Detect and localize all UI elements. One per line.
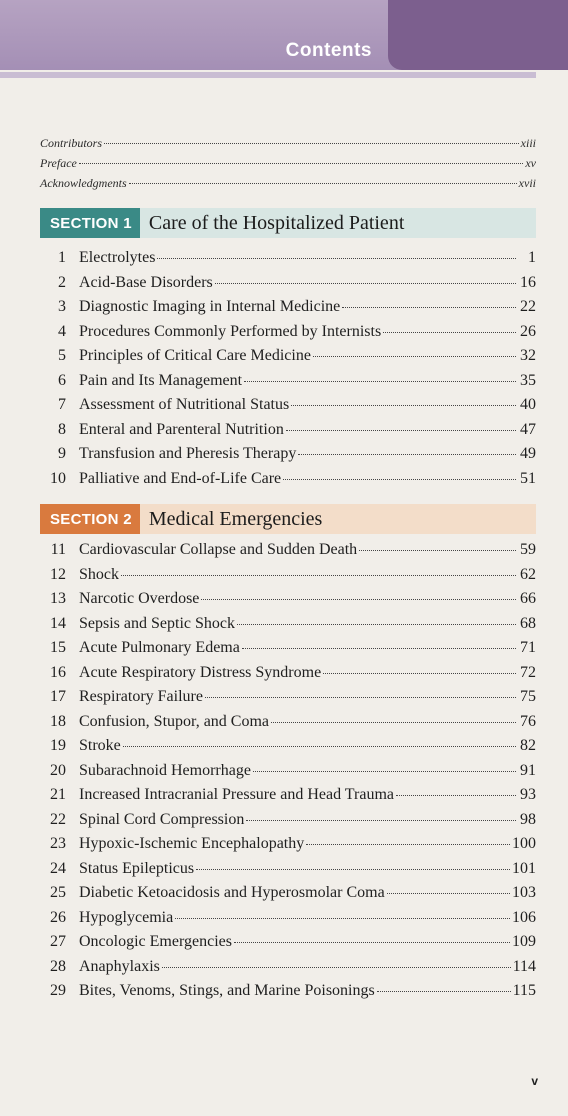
- dot-leader: [175, 918, 510, 919]
- dot-leader: [196, 869, 510, 870]
- dot-leader: [162, 967, 511, 968]
- chapter-title: Enteral and Parenteral Nutrition: [79, 420, 284, 438]
- chapter-page: 82: [520, 737, 536, 754]
- toc-entry[interactable]: [44, 884, 536, 909]
- dot-leader: [205, 697, 516, 698]
- chapter-title: Respiratory Failure: [79, 688, 203, 705]
- chapter-title: Diagnostic Imaging in Internal Medicine: [79, 298, 341, 315]
- toc-entry[interactable]: [44, 615, 536, 640]
- toc-entry[interactable]: [44, 713, 536, 738]
- chapter-number: 17: [50, 688, 66, 705]
- chapter-title: Oncologic Emergencies: [79, 933, 232, 950]
- section-title: Medical Emergencies: [148, 507, 323, 530]
- toc-entry[interactable]: [44, 445, 536, 470]
- dot-leader: [283, 479, 516, 480]
- section-1-header[interactable]: [40, 208, 536, 238]
- chapter-number: 13: [50, 590, 66, 607]
- chapter-number: 27: [50, 933, 66, 950]
- chapter-title: Cardiovascular Collapse and Sudden Death: [79, 541, 358, 558]
- dot-leader: [396, 795, 516, 796]
- chapter-page: 100: [512, 835, 536, 852]
- header-rule: [0, 72, 536, 78]
- toc-entry[interactable]: [44, 958, 536, 983]
- chapter-page: 115: [512, 982, 536, 999]
- toc-entry[interactable]: [44, 347, 536, 372]
- chapter-page: 66: [520, 590, 536, 607]
- chapter-page: 103: [512, 884, 536, 901]
- chapter-page: 101: [512, 859, 536, 877]
- chapter-title: Electrolytes: [79, 249, 156, 266]
- section-label: SECTION 1: [40, 208, 140, 238]
- chapter-number: 16: [50, 663, 66, 681]
- chapter-page: 32: [520, 347, 536, 364]
- dot-leader: [157, 258, 516, 259]
- toc-entry[interactable]: [44, 396, 536, 421]
- chapter-title: Assessment of Nutritional Status: [79, 396, 290, 413]
- chapter-title: Narcotic Overdose: [79, 590, 200, 607]
- chapter-number: 20: [50, 761, 66, 779]
- chapter-number: 3: [58, 298, 66, 315]
- toc-entry[interactable]: [44, 541, 536, 566]
- chapter-number: 11: [50, 541, 66, 558]
- dot-leader: [323, 673, 516, 674]
- dot-leader: [286, 430, 516, 431]
- dot-leader: [79, 163, 523, 164]
- chapter-number: 21: [50, 786, 66, 803]
- toc-entry[interactable]: [44, 323, 536, 348]
- chapter-title: Pain and Its Management: [79, 371, 243, 389]
- chapter-title: Status Epilepticus: [79, 859, 195, 877]
- toc-entry[interactable]: [44, 786, 536, 811]
- dot-leader: [234, 942, 510, 943]
- chapter-page: 91: [520, 761, 536, 779]
- chapter-title: Anaphylaxis: [79, 957, 160, 975]
- chapter-page: 75: [520, 688, 536, 705]
- section-1-chapter-list: [44, 249, 536, 494]
- dot-leader: [359, 550, 516, 551]
- front-matter-page: xv: [525, 156, 536, 170]
- chapter-number: 14: [50, 614, 66, 632]
- toc-entry[interactable]: [44, 566, 536, 591]
- front-matter-item[interactable]: [40, 136, 536, 156]
- chapter-title: Acute Respiratory Distress Syndrome: [79, 663, 322, 681]
- chapter-title: Subarachnoid Hemorrhage: [79, 761, 251, 779]
- toc-entry[interactable]: [44, 664, 536, 689]
- chapter-number: 24: [50, 859, 66, 877]
- toc-entry[interactable]: [44, 835, 536, 860]
- dot-leader: [298, 454, 516, 455]
- chapter-title: Shock: [79, 565, 119, 583]
- dot-leader: [342, 307, 516, 308]
- toc-entry[interactable]: [44, 688, 536, 713]
- dot-leader: [244, 381, 516, 382]
- chapter-page: 68: [520, 614, 536, 632]
- chapter-page: 76: [520, 712, 536, 730]
- toc-entry[interactable]: [44, 470, 536, 495]
- page-title: Contents: [285, 40, 372, 61]
- chapter-number: 26: [50, 908, 66, 926]
- chapter-title: Procedures Commonly Performed by Internists: [79, 322, 382, 340]
- chapter-title: Transfusion and Pheresis Therapy: [79, 445, 297, 462]
- dot-leader: [215, 283, 516, 284]
- chapter-page: 16: [520, 273, 536, 291]
- dot-leader: [121, 575, 516, 576]
- chapter-number: 9: [58, 445, 66, 462]
- toc-entry[interactable]: [44, 909, 536, 934]
- chapter-title: Hypoxic-Ischemic Encephalopathy: [79, 835, 305, 852]
- toc-entry[interactable]: [44, 933, 536, 958]
- chapter-page: 40: [520, 396, 536, 413]
- dot-leader: [387, 893, 510, 894]
- toc-entry[interactable]: [44, 298, 536, 323]
- chapter-title: Bites, Venoms, Stings, and Marine Poisonings: [79, 982, 375, 999]
- chapter-title: Palliative and End-of-Life Care: [79, 469, 282, 487]
- dot-leader: [237, 624, 516, 625]
- chapter-number: 23: [50, 835, 66, 852]
- chapter-number: 29: [50, 982, 66, 999]
- chapter-title: Principles of Critical Care Medicine: [79, 347, 311, 364]
- dot-leader: [377, 991, 511, 992]
- chapter-page: 114: [512, 957, 536, 975]
- front-matter-label: Preface: [40, 156, 77, 170]
- toc-entry[interactable]: [44, 811, 536, 836]
- section-2-header[interactable]: [40, 504, 536, 534]
- chapter-number: 22: [50, 810, 66, 828]
- chapter-page: 47: [520, 420, 536, 438]
- section-2-chapter-list: [44, 541, 536, 1007]
- chapter-title: Sepsis and Septic Shock: [79, 614, 235, 632]
- toc-entry[interactable]: [44, 249, 536, 274]
- chapter-title: Confusion, Stupor, and Coma: [79, 712, 270, 730]
- dot-leader: [129, 183, 517, 184]
- dot-leader: [123, 746, 516, 747]
- toc-entry[interactable]: [44, 737, 536, 762]
- chapter-title: Spinal Cord Compression: [79, 810, 245, 828]
- chapter-title: Stroke: [79, 737, 121, 754]
- chapter-page: 98: [520, 810, 536, 828]
- front-matter-label: Contributors: [40, 136, 103, 150]
- chapter-page: 93: [520, 786, 536, 803]
- dot-leader: [246, 820, 516, 821]
- chapter-number: 5: [58, 347, 66, 364]
- chapter-title: Increased Intracranial Pressure and Head Trauma: [79, 786, 394, 803]
- chapter-number: 2: [58, 273, 66, 291]
- chapter-page: 59: [520, 541, 536, 558]
- dot-leader: [306, 844, 510, 845]
- dot-leader: [291, 405, 516, 406]
- chapter-title: Diabetic Ketoacidosis and Hyperosmolar Coma: [79, 884, 385, 901]
- header-accent-tab: [388, 0, 568, 70]
- chapter-number: 18: [50, 712, 66, 730]
- chapter-number: 15: [50, 639, 66, 656]
- chapter-number: 7: [58, 396, 66, 413]
- chapter-number: 1: [58, 249, 66, 266]
- page-number: v: [531, 1074, 538, 1088]
- chapter-number: 28: [50, 957, 66, 975]
- chapter-title: Acute Pulmonary Edema: [79, 639, 240, 656]
- dot-leader: [104, 143, 519, 144]
- chapter-page: 51: [520, 469, 536, 487]
- chapter-title: Acid-Base Disorders: [79, 273, 213, 291]
- front-matter-item[interactable]: [40, 176, 536, 196]
- chapter-number: 10: [50, 469, 66, 487]
- chapter-number: 4: [58, 322, 66, 340]
- chapter-number: 8: [58, 420, 66, 438]
- chapter-page: 62: [520, 565, 536, 583]
- section-title: Care of the Hospitalized Patient: [148, 211, 405, 234]
- chapter-page: 35: [520, 371, 536, 389]
- chapter-page: 72: [520, 663, 536, 681]
- chapter-number: 19: [50, 737, 66, 754]
- toc-entry[interactable]: [44, 860, 536, 885]
- toc-entry[interactable]: [44, 274, 536, 299]
- dot-leader: [383, 332, 516, 333]
- chapter-title: Hypoglycemia: [79, 908, 174, 926]
- chapter-page: 71: [520, 639, 536, 656]
- toc-entry[interactable]: [44, 639, 536, 664]
- front-matter-item[interactable]: [40, 156, 536, 176]
- chapter-page: 26: [520, 322, 536, 340]
- front-matter-list: [40, 136, 536, 196]
- chapter-page: 109: [512, 933, 536, 950]
- chapter-number: 12: [50, 565, 66, 583]
- dot-leader: [313, 356, 516, 357]
- chapter-page: 22: [520, 298, 536, 315]
- front-matter-page: xiii: [520, 136, 536, 150]
- chapter-number: 6: [58, 371, 66, 389]
- dot-leader: [271, 722, 516, 723]
- dot-leader: [253, 771, 516, 772]
- section-label: SECTION 2: [40, 504, 140, 534]
- chapter-number: 25: [50, 884, 66, 901]
- chapter-page: 49: [520, 445, 536, 462]
- dot-leader: [242, 648, 516, 649]
- toc-entry[interactable]: [44, 372, 536, 397]
- chapter-page: 106: [512, 908, 536, 926]
- dot-leader: [201, 599, 516, 600]
- front-matter-label: Acknowledgments: [40, 176, 127, 190]
- toc-entry[interactable]: [44, 762, 536, 787]
- chapter-page: 1: [528, 249, 536, 266]
- front-matter-page: xvii: [518, 176, 536, 190]
- toc-entry[interactable]: [44, 982, 536, 1007]
- toc-entry[interactable]: [44, 421, 536, 446]
- toc-entry[interactable]: [44, 590, 536, 615]
